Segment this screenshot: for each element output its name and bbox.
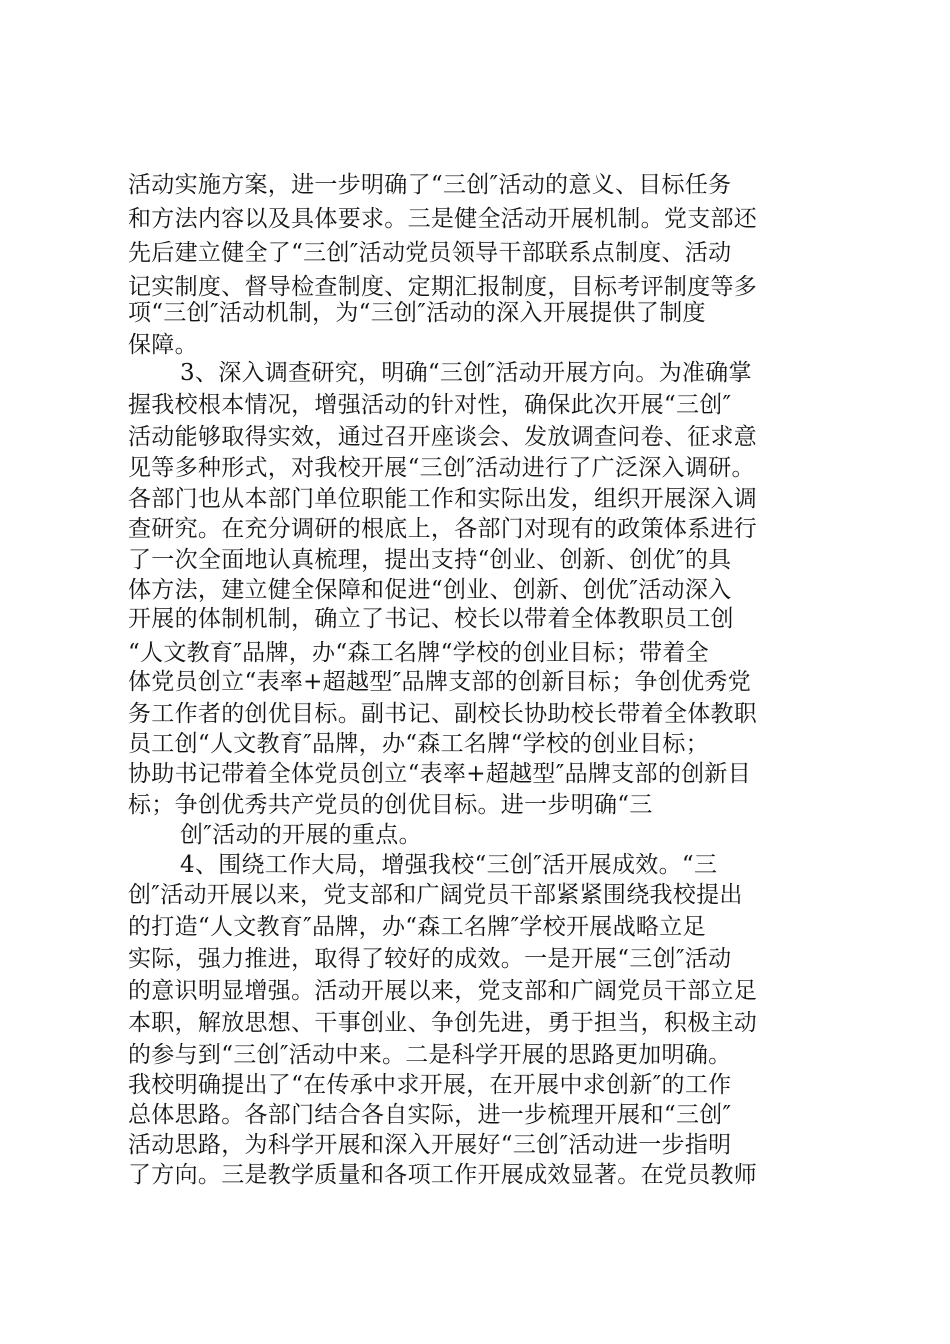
text-line: 活动实施方案，进一步明确了“三创″活动的意义、目标任务 <box>128 172 732 198</box>
text-line: 活动能够取得实效，通过召开座谈会、发放调查问卷、征求意 <box>128 424 758 450</box>
text-line: 保障。 <box>128 332 198 358</box>
text-line: 项“三创″活动机制，为“三创″活动的深入开展提供了制度 <box>128 300 706 326</box>
text-line: 3、深入调查研究，明确“三创″活动开展方向。为准确掌 <box>180 360 752 386</box>
text-line: 了一次全面地认真梳理，提出支持“创业、创新、创优″的具 <box>128 547 732 573</box>
text-line: 我校明确提出了“在传承中求开展，在开展中求创新″的工作 <box>128 1072 732 1098</box>
text-line: 记实制度、督导检查制度、定期汇报制度，目标考评制度等多 <box>128 274 758 300</box>
text-line: 的打造“人文教育″品牌，办“森工名牌″学校开展战略立足 <box>128 914 706 940</box>
text-line: 实际，强力推进，取得了较好的成效。一是开展“三创″活动 <box>128 946 732 972</box>
text-line: 体方法，建立健全保障和促进“创业、创新、创优″活动深入 <box>128 577 732 603</box>
text-line: 的意识明显增强。活动开展以来，党支部和广阔党员干部立足 <box>128 978 758 1004</box>
text-line: 开展的体制机制，确立了书记、校长以带着全体教职员工创 <box>128 606 734 632</box>
text-line: 活动思路，为科学开展和深入开展好“三创″活动进一步指明 <box>128 1132 732 1158</box>
text-line: 和方法内容以及具体要求。三是健全活动开展机制。党支部还 <box>128 206 758 232</box>
text-line: 标；争创优秀共产党员的创优目标。进一步明确“三 <box>128 792 653 818</box>
text-line: 员工创“人文教育″品牌，办“森工名牌“学校的创业目标； <box>128 731 709 757</box>
text-line: 创″活动的开展的重点。 <box>180 822 422 848</box>
text-line: 协助书记带着全体党员创立“表率+超越型″品牌支部的创新目 <box>128 761 752 787</box>
text-line: 4、围绕工作大局，增强我校“三创″活开展成效。“三 <box>180 852 718 878</box>
text-line: 本职，解放思想、干事创业、争创先进，勇于担当，积极主动 <box>128 1010 758 1036</box>
text-line: 握我校根本情况，增强活动的针对性，确保此次开展“三创″ <box>128 392 732 418</box>
text-line: 了方向。三是教学质量和各项工作开展成效显著。在党员教师 <box>128 1162 758 1188</box>
text-line: 体党员创立“表率+超越型″品牌支部的创新目标；争创优秀党 <box>128 669 752 695</box>
text-line: 查研究。在充分调研的根底上，各部门对现有的政策体系进行 <box>128 516 758 542</box>
text-line: 见等多种形式，对我校开展“三创″活动进行了广泛深入调研。 <box>128 455 755 481</box>
text-line: 先后建立健全了“三创″活动党员领导干部联系点制度、活动 <box>128 240 732 266</box>
text-line: 各部门也从本部门单位职能工作和实际出发，组织开展深入调 <box>128 486 758 512</box>
text-line: “人文教育″品牌，办“森工名牌“学校的创业目标；带着全 <box>128 640 709 666</box>
text-line: 务工作者的创优目标。副书记、副校长协助校长带着全体教职 <box>128 701 758 727</box>
text-line: 创″活动开展以来，党支部和广阔党员干部紧紧围绕我校提出 <box>128 882 743 908</box>
text-line: 总体思路。各部门结合各自实际，进一步梳理开展和“三创″ <box>128 1102 732 1128</box>
text-line: 的参与到“三创″活动中来。二是科学开展的思路更加明确。 <box>128 1042 732 1068</box>
